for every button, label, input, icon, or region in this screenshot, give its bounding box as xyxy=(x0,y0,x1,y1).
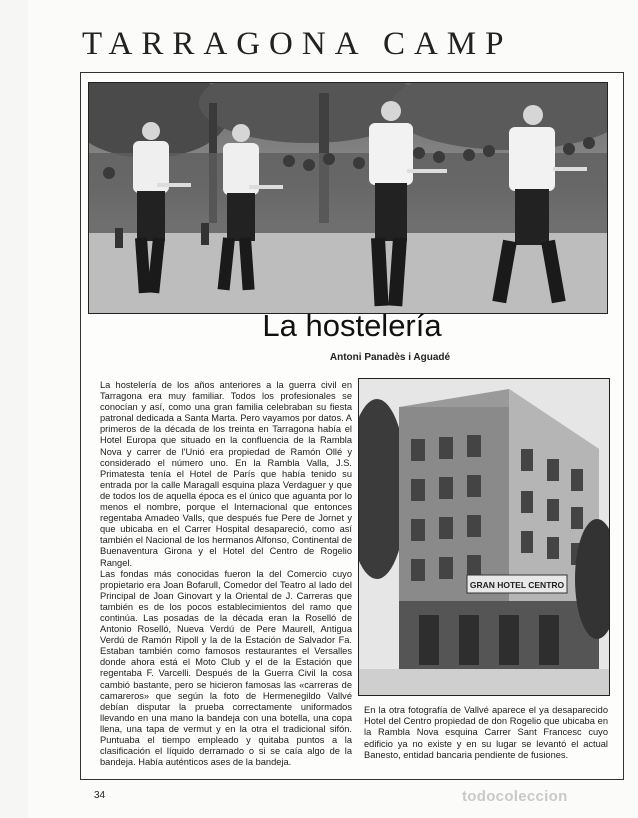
body-paragraph-2: Las fondas más conocidas fueron la del Comercio cuyo propietario era Joan Bofarull, Comedor del Teatro al lado del Principal de Joan Ginovart y la Oriental de J. Carreras que también es de los pocos establecimientos del ramo que continúa. Las posadas de la década eran la Roselló de Antonio Roselló, Nueva Verdú de Pere Maurell, Antigua Verdú de Ramón Ripoll y la de la Estación de Salvador Fa. Estaban también como famosos restaurantes el Versalles donde ahora está el Moto Club y el de la Estación que regentaba F. Varcelli. Después de la Guerra Civil la cosa cambió bastante, pero se hicieron famosas las «carreras de camareros» que según la foto de Hermenegildo Vallvé debían disputar la prueba correctamente uniformados llevando en una mano la bandeja con una botella, una copa llena, una tapa de vermut y en la otra el tradicional sifón. Puntuaba el tiempo empleado y quitaba puntos a la clasificación el líquido derramado o si se caía algo de la bandeja. Había auténticos ases de la bandeja. xyxy=(100,568,352,768)
masthead-title: TARRAGONA CAMP xyxy=(82,26,513,62)
page-number: 34 xyxy=(94,790,106,801)
article-body xyxy=(100,380,352,768)
watermark-text: todocoleccion xyxy=(462,788,568,805)
waiters-race-photo xyxy=(88,82,608,314)
hotel-sign-text: GRAN HOTEL CENTRO xyxy=(469,580,565,590)
body-paragraph-1: La hostelería de los años anteriores a la guerra civil en Tarragona era muy familiar. Todos los profesionales se conocían y así, como una gran familia celebraban su fiesta patronal dedicada a Santa Marta. Pero vayamos por datos. A primeros de la década de los treinta en Tarragona había el Hotel Europa que situado en la confluencia de la Rambla Nova y carrer de l'Unió era propiedad de Ramón Ollé y considerado el número uno. En la Rambla Valla, J.S. Primatesta tenía el Hotel de París que había tenido su entrada por la calle Maragall esquina plaza Verdaguer y que de todos los de aquella época es el único que aguanta por lo menos el nombre, porque el Internacional que entonces regentaba Amadeo Valls, que después fue Pere de Jornet y que ubicaba en el Carrer Hospital desapareció, como así también el Nacional de los hermanos Alfonso, Continental de Buenaventura Girona y el Hotel del Centro de Rogelio Rangel. xyxy=(100,380,352,568)
article-headline: La hostelería xyxy=(262,308,442,343)
photo-caption: En la otra fotografía de Vallvé aparece el ya desaparecido Hotel del Centro propiedad de don Rogelio que ubicaba en la Rambla Nova esquina Carrer Sant Francesc cuyo edificio ya no existe y en su lugar se levantó el actual Banesto, entidad bancaria pendiente de fusiones. xyxy=(364,705,608,760)
hotel-centro-photo xyxy=(358,378,610,696)
article-byline: Antoni Panadès i Aguadé xyxy=(329,352,451,363)
